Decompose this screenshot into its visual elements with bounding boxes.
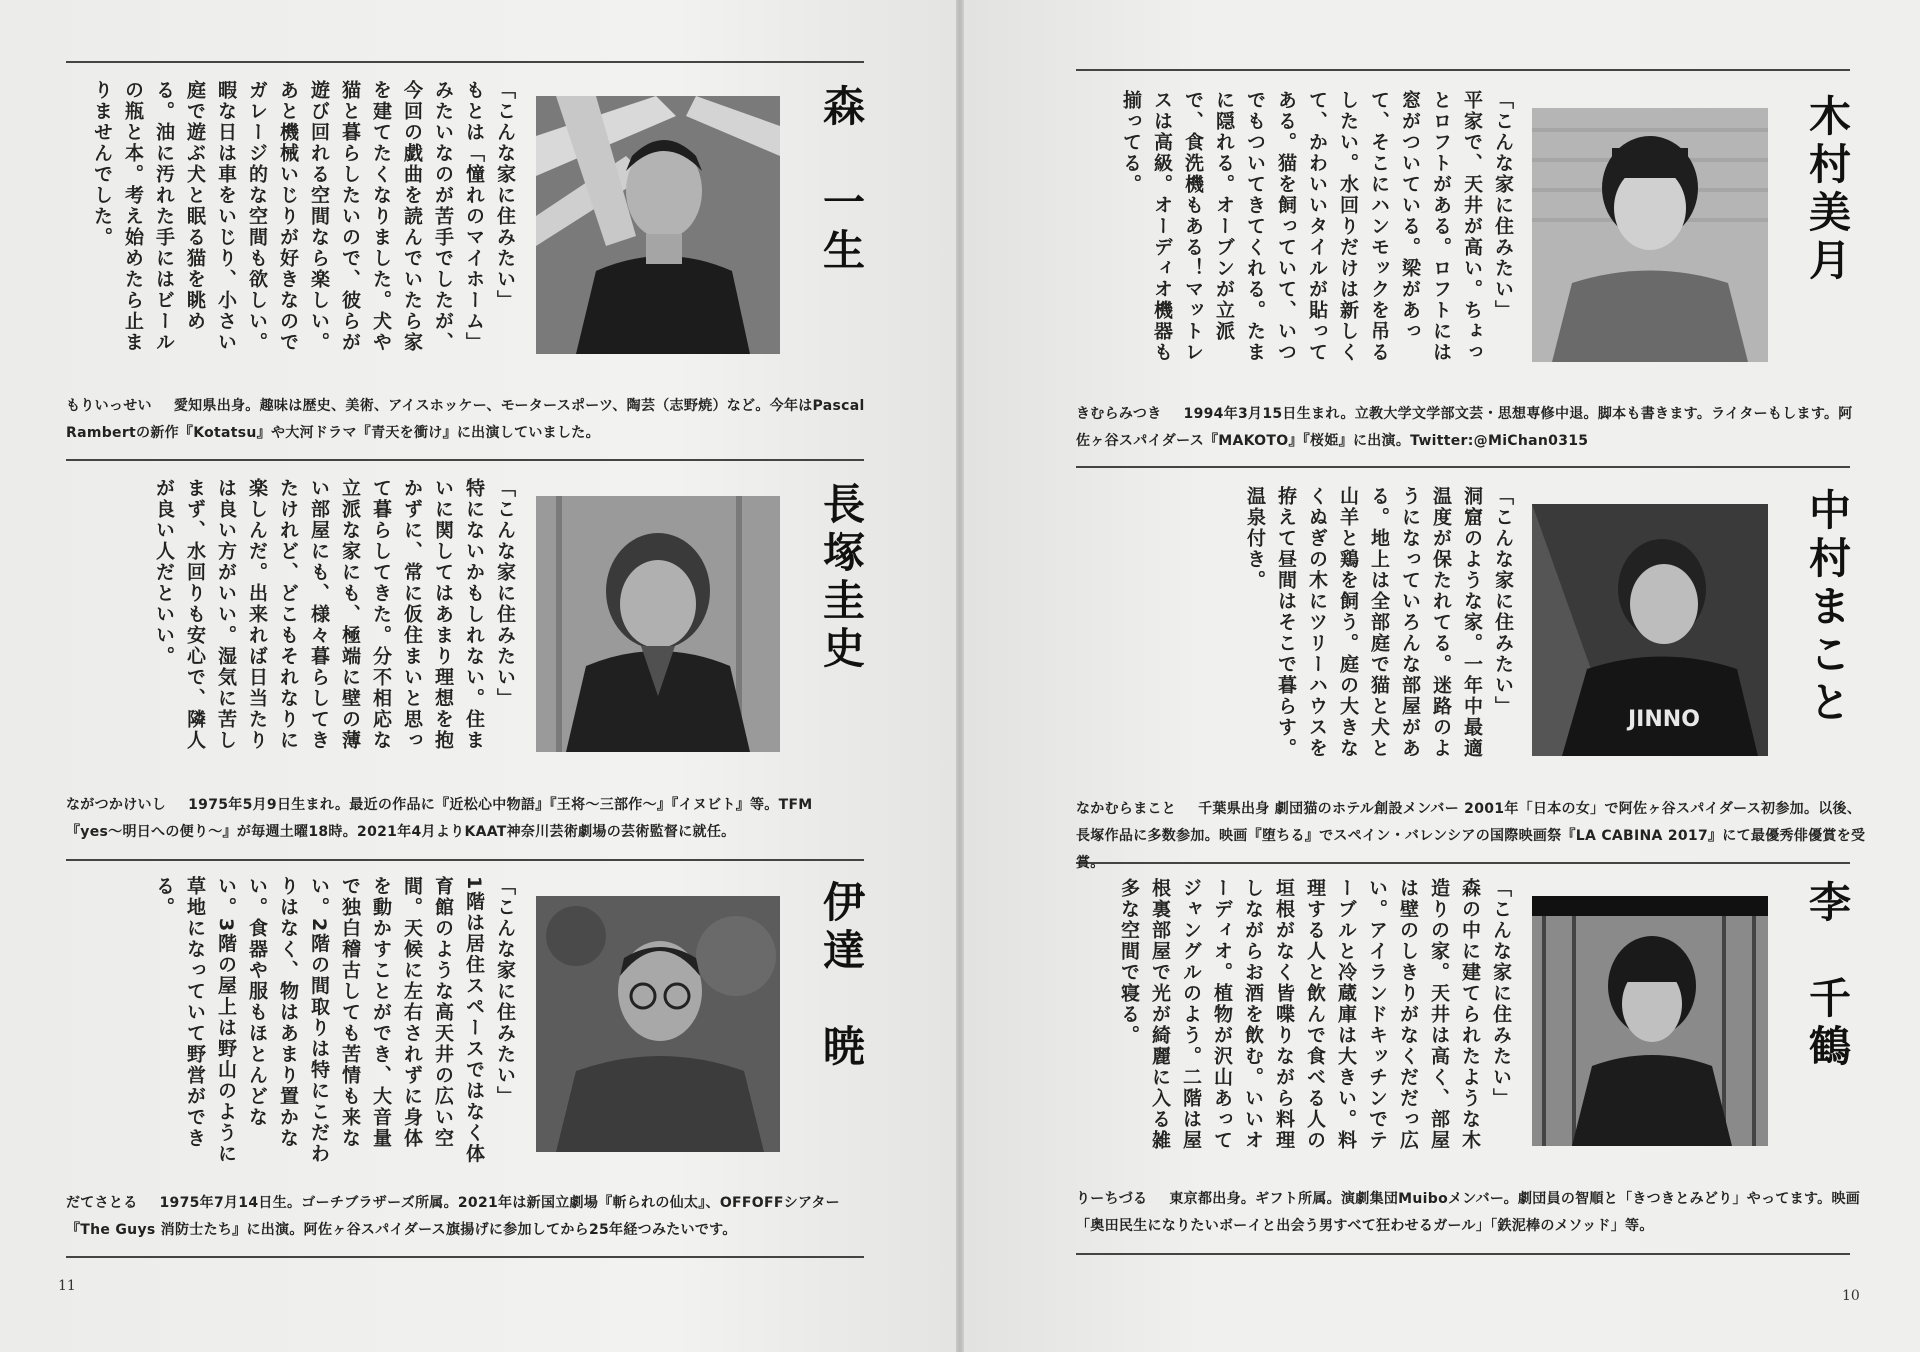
profile-name: 李 千鶴 <box>1803 880 1852 1072</box>
profile-bio <box>1076 796 1866 877</box>
profile-text <box>91 80 520 360</box>
profile-name: 森 一生 <box>817 84 866 276</box>
profile-bio <box>66 393 866 447</box>
page-gutter <box>956 0 964 1352</box>
portrait-image <box>1532 896 1768 1146</box>
portrait-photo <box>536 496 780 752</box>
profile-text <box>1086 878 1516 1168</box>
profile-bio <box>66 792 866 846</box>
profile-name: 木村美月 <box>1803 94 1852 286</box>
profile-body: 森の中に建てられたような木造りの家。天井は高く、部屋は壁のしきりがなくだだっ広い。アイランドキッチンでテーブルと冷蔵庫は大きい。料理する人と飲んで食べる人の垣根がなく皆喋りながら料理しながらお酒を飲む。いいオーディオ。植物が沢山あってジャングルのよう。二階は屋根裏部屋で光が綺麗に入る雑多な空間で寝る。 <box>1118 878 1481 1151</box>
portrait-image <box>1532 504 1768 756</box>
profile-bio <box>66 1190 866 1244</box>
profile-text <box>100 876 520 1166</box>
bio-text: 1994年3月15日生まれ。立教大学文学部文芸・思想専修中退。脚本も書きます。ライターもします。阿佐ヶ谷スパイダース『MAKOTO』『桜姫』に出演。Twitter:@MiChan0315 <box>1076 406 1853 449</box>
section-heading: 「こんな家に住みたい」 <box>494 876 516 1107</box>
bio-text: 東京都出身。ギフト所属。演劇集団Muiboメンバー。劇団員の智順と「きつきとみどり」やってます。映画「奥田民生になりたいボーイと出会う男すべて狂わせるガール」「鉄泥棒のメソッド」等。 <box>1076 1191 1861 1234</box>
profile-text <box>1178 486 1518 776</box>
page-number-right: 10 <box>1842 1288 1860 1304</box>
bio-text: 1975年5月9日生まれ。最近の作品に『近松心中物語』『王将〜三部作〜』『イヌビト』等。TFM『yes〜明日への便り〜』が毎週土曜18時。2021年4月よりKAAT神奈川芸術劇場の芸術監督に就任。 <box>66 797 813 840</box>
portrait-image <box>536 496 780 752</box>
portrait-photo <box>536 896 780 1152</box>
portrait-image <box>536 96 780 354</box>
profile-body: 平家で、天井が高い。ちょっとロフトがある。ロフトには窓がついている。梁があって、そこにハンモックを吊るしたい。水回りだけは新しくて、かわいいタイルが貼ってある。猫を飼っていて、いつでもついてきてくれる。たまに隠れる。オーブンが立派で、食洗機もある！マットレスは高級。オーディオ機器も揃ってる。 <box>1120 90 1483 363</box>
profile-body: 特にないかもしれない。住まいに関してはあまり理想を抱かずに、常に仮住まいと思って暮らしてきた。分不相応な立派な家にも、極端に壁の薄い部屋にも、様々暮らしてきたけれど、どこもそれなりに楽しんだ。出来れば日当たりは良い方がいい。湿気に苦しまず、水回りも安心で、隣人が良い人だといい。 <box>153 478 485 751</box>
name-reading: りーちづる <box>1076 1191 1148 1207</box>
name-reading: もりいっせい <box>66 398 152 414</box>
profile-body: もとは「憧れのマイホーム」みたいなのが苦手でしたが、今回の戯曲を読んでいたら家を建てたくなりました。犬や猫と暮らしたいので、彼らが遊び回れる空間なら楽しい。あと機械いじりが好きなのでガレージ的な空間も欲しい。暇な日は車をいじり、小さい庭で遊ぶ犬と眠る猫を眺める。油に汚れた手にはビールの瓶と本。考え始めたら止まりませんでした。 <box>91 80 485 353</box>
profile-bio <box>1076 1186 1866 1240</box>
divider-rule <box>66 1256 864 1258</box>
name-reading: ながつかけいし <box>66 797 167 813</box>
portrait-photo <box>536 96 780 354</box>
profile-name: 伊達 暁 <box>817 880 866 1072</box>
section-heading: 「こんな家に住みたい」 <box>1492 486 1514 717</box>
divider-rule <box>1076 466 1850 468</box>
section-heading: 「こんな家に住みたい」 <box>494 80 516 311</box>
divider-rule <box>1076 1253 1850 1255</box>
portrait-image <box>536 896 780 1152</box>
section-heading: 「こんな家に住みたい」 <box>1492 90 1514 321</box>
divider-rule <box>66 61 864 63</box>
portrait-image <box>1532 108 1768 362</box>
page-number-left: 11 <box>58 1278 76 1294</box>
profile-text <box>1118 90 1518 380</box>
portrait-photo <box>1532 896 1768 1146</box>
portrait-photo <box>1532 504 1768 756</box>
section-heading: 「こんな家に住みたい」 <box>494 478 516 709</box>
portrait-photo <box>1532 108 1768 362</box>
name-reading: きむらみつき <box>1076 406 1162 422</box>
bio-text: 1975年7月14日生。ゴーチブラザーズ所属。2021年は新国立劇場『斬られの仙太』、OFFOFFシアター『The Guys 消防士たち』に出演。阿佐ヶ谷スパイダース旗揚げに参加してから25年経つみたいです。 <box>66 1195 840 1238</box>
section-heading: 「こんな家に住みたい」 <box>1490 878 1512 1109</box>
bio-text: 千葉県出身 劇団猫のホテル創設メンバー 2001年「日本の女」で阿佐ヶ谷スパイダース初参加。以後、長塚作品に多数参加。映画『堕ちる』でスペイン・バレンシアの国際映画祭『LA CABINA 2017』にて最優秀俳優賞を受賞。 <box>1076 801 1866 871</box>
divider-rule <box>66 859 864 861</box>
name-reading: だてさとる <box>66 1195 138 1211</box>
svg-text:JINNO: JINNO <box>1628 707 1700 732</box>
profile-body: 洞窟のような家。一年中最適温度が保たれてる。迷路のようになっていろんな部屋がある。地上は全部庭で猫と犬と山羊と鶏を飼う。庭の大きなくぬぎの木にツリーハウスを拵えて昼間はそこで暮らす。温泉付き。 <box>1244 486 1483 759</box>
name-reading: なかむらまこと <box>1076 801 1177 817</box>
divider-rule <box>66 459 864 461</box>
profile-body: 1階は居住スペースではなく体育館のような高天井の広い空間。天候に左右されずに身体を動かすことができ、大音量で独白稽古しても苦情も来ない。2階の間取りは特にこだわりはなく、物はあまり置かない。食器や服もほとんどない。3階の屋上は野山のように草地になっていて野営ができる。 <box>153 876 485 1165</box>
bio-text: 愛知県出身。趣味は歴史、美術、アイスホッケー、モータースポーツ、陶芸（志野焼）など。今年はPascal Rambertの新作『Kotatsu』や大河ドラマ『青天を衝け』に出演していました。 <box>66 398 865 441</box>
profile-bio <box>1076 401 1866 455</box>
profile-name: 中村まこと <box>1803 488 1852 728</box>
divider-rule <box>1076 69 1850 71</box>
profile-text <box>120 478 520 768</box>
profile-name: 長塚圭史 <box>817 482 866 674</box>
